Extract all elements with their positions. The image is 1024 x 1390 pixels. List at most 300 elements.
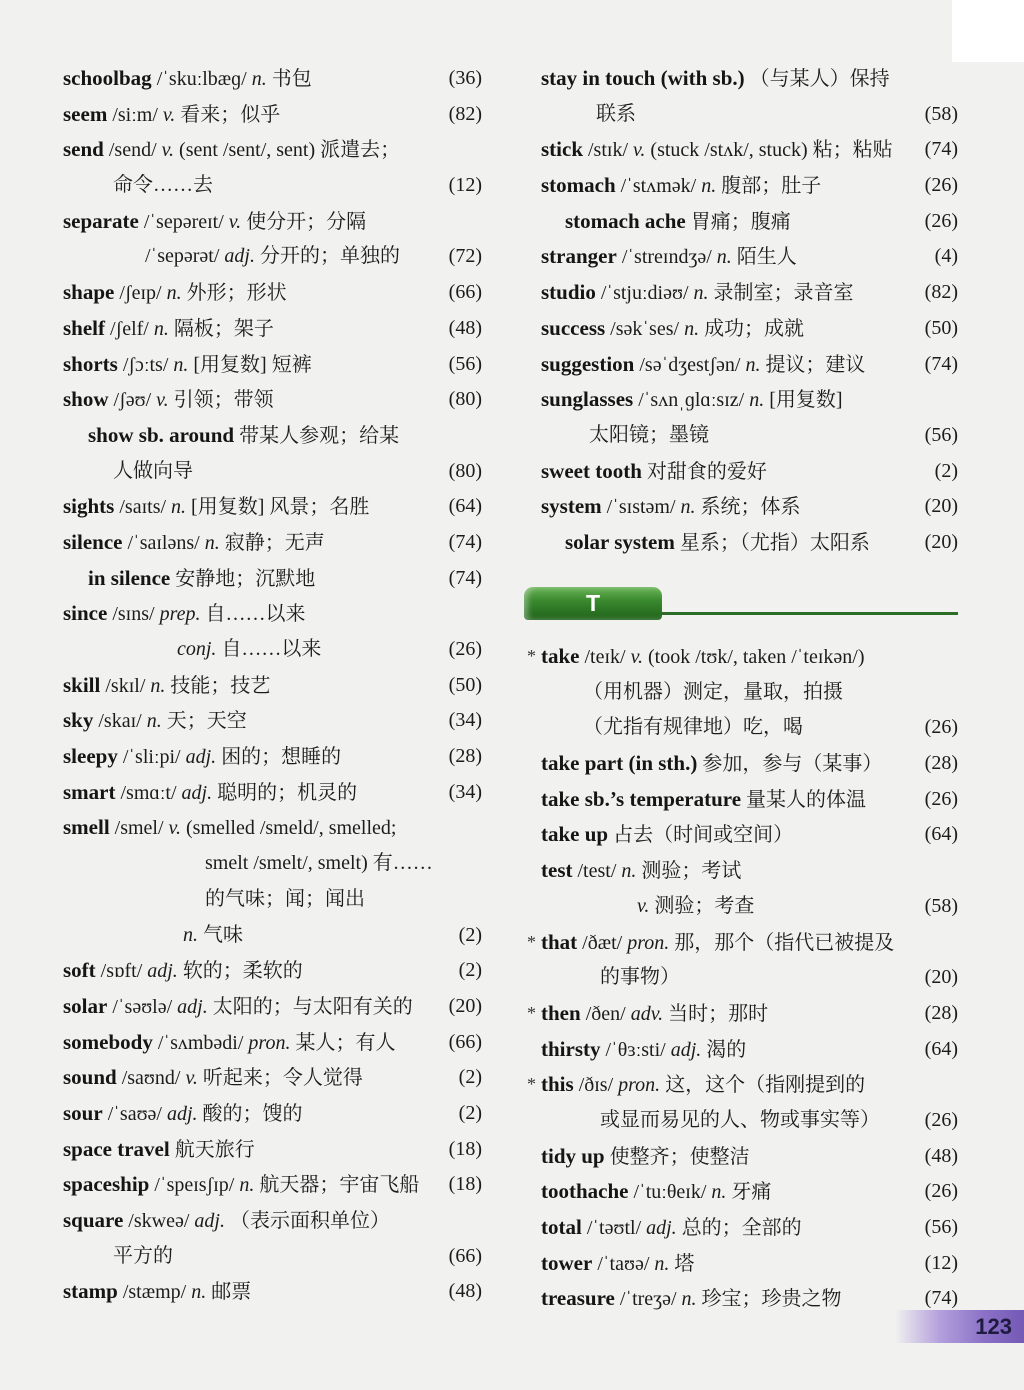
definition: 航天旅行 — [174, 1138, 255, 1161]
entry-line — [527, 1067, 958, 1103]
phonetic: /ˈsʌnˌɡlɑːsɪz/ — [638, 389, 745, 412]
part-of-speech: n. — [150, 674, 166, 697]
entry-line — [541, 97, 958, 133]
definition: 看来；似乎 — [180, 103, 281, 126]
entry-line — [541, 675, 958, 711]
definition: 当时；那时 — [668, 1002, 769, 1025]
page-reference: (74) — [448, 530, 482, 553]
entry-line — [63, 810, 482, 846]
entry-line — [541, 889, 958, 925]
definition: 腹部；肚子 — [721, 175, 822, 198]
part-of-speech: n. — [204, 531, 220, 554]
headword: soft — [63, 958, 96, 983]
page-reference: (20) — [924, 530, 958, 553]
phonetic: /ˈtreʒə/ — [619, 1288, 677, 1311]
phonetic: /ˈtəʊtl/ — [586, 1217, 642, 1240]
headword: stamp — [63, 1279, 118, 1304]
definition: 太阳的；与太阳有关的 — [212, 995, 413, 1018]
star-marker: * — [527, 1002, 536, 1023]
part-of-speech: v. — [185, 1067, 198, 1090]
entry-line — [63, 454, 482, 490]
definition: （尤指有规律地）吃，喝 — [583, 716, 803, 739]
part-of-speech: n. — [716, 246, 732, 269]
definition: 气味 — [203, 923, 243, 946]
phonetic: /send/ — [108, 139, 157, 162]
entry-line — [63, 846, 482, 882]
headword: stranger — [541, 244, 617, 269]
phonetic: /ˈsepərət/ — [145, 245, 220, 268]
page-reference: (26) — [924, 209, 958, 232]
left-column — [63, 61, 482, 1310]
page-reference: (74) — [924, 1287, 958, 1310]
phonetic: /ˈtaʊə/ — [597, 1252, 650, 1275]
definition: 这，这个（指刚提到的 — [665, 1074, 866, 1097]
headword: shorts — [63, 351, 118, 376]
page-reference: (50) — [448, 673, 482, 696]
definition: 星系；（尤指）太阳系 — [679, 531, 870, 554]
entry-line — [541, 311, 958, 347]
entry-line — [63, 703, 482, 739]
part-of-speech: pron. — [248, 1031, 291, 1054]
page-reference: (66) — [448, 1244, 482, 1267]
part-of-speech: n. — [680, 496, 696, 519]
page-reference: (56) — [924, 1216, 958, 1239]
headword: treasure — [541, 1286, 615, 1311]
page-reference: (28) — [448, 745, 482, 768]
part-of-speech: v. — [156, 389, 169, 412]
entry-line — [63, 1239, 482, 1275]
right-column — [527, 61, 958, 1317]
entry-line — [63, 561, 482, 597]
phonetic: /skaɪ/ — [98, 710, 142, 733]
definition: [用复数] 风景；名胜 — [191, 496, 370, 519]
phonetic: /smel/ — [114, 817, 164, 840]
headword: stay in touch (with sb.) — [541, 66, 745, 90]
definition: (sent /sent/, sent) 派遣去； — [179, 139, 401, 162]
entry-line — [541, 1103, 958, 1139]
page-reference: (2) — [458, 1101, 482, 1124]
phonetic: /ˈstʌmək/ — [620, 175, 697, 198]
part-of-speech: n. — [621, 860, 637, 883]
definition: 隔板；架子 — [173, 317, 274, 340]
phonetic: /ʃɔːts/ — [122, 353, 169, 376]
headword: test — [541, 858, 573, 883]
phonetic: /stɪk/ — [588, 139, 629, 162]
part-of-speech: n. — [745, 353, 761, 376]
page-reference: (48) — [448, 316, 482, 339]
part-of-speech: v. — [637, 894, 650, 917]
headword: sky — [63, 708, 94, 733]
headword: solar system — [565, 529, 675, 554]
page-reference: (26) — [924, 787, 958, 810]
headword: system — [541, 494, 602, 519]
definition: 陌生人 — [736, 246, 797, 269]
part-of-speech: v. — [162, 103, 176, 126]
phonetic: /ˈspeɪsʃɪp/ — [154, 1174, 235, 1197]
part-of-speech: n. — [654, 1252, 670, 1275]
headword: spaceship — [63, 1172, 150, 1197]
part-of-speech: adj. — [166, 1102, 198, 1125]
phonetic: /saʊnd/ — [121, 1067, 181, 1090]
headword: skill — [63, 672, 101, 697]
page-reference: (2) — [458, 959, 482, 982]
entry-line — [63, 882, 482, 918]
definition: 总的；全部的 — [681, 1217, 802, 1240]
entry-line — [63, 204, 482, 240]
definition: 命令……去 — [113, 174, 213, 197]
phonetic: /ˈsliːpi/ — [122, 746, 181, 769]
definition: 自……以来 — [205, 603, 306, 626]
page-reference: (26) — [924, 174, 958, 197]
definition: 寂静；无声 — [224, 531, 325, 554]
definition: 天；天空 — [166, 710, 247, 733]
section-rule — [662, 612, 958, 615]
phonetic: /skweə/ — [128, 1210, 190, 1232]
entry-line — [541, 746, 958, 782]
definition: 太阳镜；墨镜 — [589, 423, 709, 446]
phonetic: /ˈstjuːdiəʊ/ — [600, 282, 689, 305]
page-reference: (12) — [924, 1251, 958, 1274]
page-reference: (64) — [924, 823, 958, 846]
headword: show — [63, 387, 109, 412]
phonetic: /ˈsaʊə/ — [107, 1102, 162, 1125]
definition: 录制室；录音室 — [713, 282, 854, 305]
phonetic: /ˈtuːθeɪk/ — [633, 1181, 707, 1204]
definition: 书包 — [271, 68, 312, 90]
headword: take sb.’s temperature — [541, 786, 742, 811]
headword: stick — [541, 137, 583, 162]
headword: then — [541, 1000, 581, 1025]
page-reference: (74) — [924, 138, 958, 161]
headword: since — [63, 601, 108, 626]
phonetic: /ˈsəʊlə/ — [112, 995, 173, 1018]
page-reference: (50) — [924, 316, 958, 339]
part-of-speech: n. — [173, 353, 189, 376]
definition: 分开的；单独的 — [259, 245, 400, 268]
definition: 测验；考试 — [641, 860, 742, 883]
entry-line — [541, 1174, 958, 1210]
entry-line — [541, 1139, 958, 1175]
definition: 牙痛 — [731, 1181, 772, 1204]
page-reference: (34) — [448, 780, 482, 803]
headword: smart — [63, 779, 116, 804]
headword: space travel — [63, 1136, 170, 1161]
definition: 使整齐；使整洁 — [609, 1145, 750, 1168]
page-reference: (58) — [924, 102, 958, 125]
definition: 引领；带领 — [173, 389, 274, 412]
definition: 成功；成就 — [704, 317, 805, 340]
entry-line — [63, 168, 482, 204]
page-reference: (26) — [448, 638, 482, 660]
phonetic: /smɑːt/ — [120, 781, 177, 804]
right-column-t-entries — [527, 639, 958, 1317]
headword: show sb. around — [88, 422, 235, 447]
phonetic: /ðæt/ — [582, 931, 623, 954]
entry-line — [63, 596, 482, 632]
star-marker: * — [527, 931, 536, 952]
entry-line — [541, 204, 958, 240]
entry-line — [541, 1210, 958, 1246]
definition: 困的；想睡的 — [221, 746, 342, 769]
part-of-speech: v. — [630, 646, 644, 669]
part-of-speech: n. — [251, 68, 267, 90]
headword: seem — [63, 101, 108, 126]
headword: sour — [63, 1100, 103, 1125]
part-of-speech: adj. — [646, 1217, 677, 1240]
entry-line — [63, 1167, 482, 1203]
page-reference: (56) — [448, 352, 482, 375]
headword: tidy up — [541, 1143, 605, 1168]
part-of-speech: adj. — [147, 960, 178, 983]
definition: (stuck /stʌk/, stuck) 粘；粘贴 — [650, 139, 893, 162]
definition: 参加，参与（某事） — [702, 753, 883, 776]
section-letter-tab — [524, 587, 662, 620]
page-reference: (2) — [934, 459, 958, 482]
definition: 对甜食的爱好 — [646, 460, 767, 483]
entry-line — [541, 239, 958, 275]
phonetic: /ˈsʌmbədi/ — [157, 1031, 244, 1054]
phonetic: /ˈskuːlbæɡ/ — [156, 68, 247, 90]
part-of-speech: pron. — [618, 1074, 661, 1097]
definition: 某人；有人 — [295, 1031, 396, 1054]
entry-line — [541, 782, 958, 818]
entry-line — [63, 347, 482, 383]
definition: 听起来；令人觉得 — [202, 1067, 363, 1090]
entry-line — [541, 960, 958, 996]
entry-line — [541, 817, 958, 853]
page-reference: (26) — [924, 1108, 958, 1131]
page-reference: (4) — [934, 245, 958, 268]
page-reference: (28) — [924, 752, 958, 775]
page-reference: (48) — [924, 1144, 958, 1167]
part-of-speech: adj. — [194, 1210, 225, 1232]
headword: shape — [63, 280, 115, 305]
definition: smelt /smelt/, smelt) 有…… — [205, 852, 433, 875]
headword: studio — [541, 280, 596, 305]
definition: 人做向导 — [113, 459, 193, 482]
star-marker: * — [527, 646, 536, 667]
definition: （与某人）保持 — [749, 68, 890, 90]
phonetic: /siːm/ — [112, 103, 158, 126]
entry-line — [63, 311, 482, 347]
entry-line — [541, 853, 958, 889]
entry-line — [63, 1025, 482, 1061]
entry-line — [63, 418, 482, 454]
part-of-speech: v. — [161, 139, 175, 162]
part-of-speech: adj. — [177, 995, 208, 1018]
part-of-speech: adj. — [181, 781, 213, 804]
page-reference: (80) — [448, 459, 482, 482]
part-of-speech: prep. — [159, 603, 201, 626]
phonetic: /ðen/ — [585, 1002, 626, 1025]
part-of-speech: adj. — [185, 746, 217, 769]
entry-line — [541, 454, 958, 490]
phonetic: /səˈdʒestʃən/ — [639, 353, 741, 376]
definition: 系统；体系 — [700, 496, 801, 519]
headword: take — [541, 644, 580, 669]
part-of-speech: conj. — [177, 638, 217, 660]
headword: sound — [63, 1065, 117, 1090]
part-of-speech: v. — [228, 210, 242, 233]
definition: （表示面积单位） — [229, 1210, 390, 1232]
page-reference: (18) — [448, 1173, 482, 1196]
entry-line — [541, 382, 958, 418]
entry-line — [541, 1032, 958, 1068]
entry-line — [541, 132, 958, 168]
page-reference: (26) — [924, 716, 958, 739]
definition: 安静地；沉默地 — [175, 567, 316, 590]
definition: 自……以来 — [221, 638, 322, 660]
headword: stomach — [541, 173, 616, 198]
phonetic: /skɪl/ — [105, 674, 146, 697]
definition: 技能；技艺 — [170, 674, 271, 697]
part-of-speech: n. — [146, 710, 162, 733]
phonetic: /sɪns/ — [112, 603, 155, 626]
part-of-speech: n. — [183, 923, 198, 946]
page-reference: (36) — [448, 67, 482, 89]
definition: 聪明的；机灵的 — [217, 781, 358, 804]
definition: 提议；建议 — [765, 353, 866, 376]
definition: 邮票 — [211, 1281, 252, 1304]
page-reference: (28) — [924, 1001, 958, 1024]
page-reference: (82) — [448, 102, 482, 125]
phonetic: /ʃelf/ — [110, 317, 149, 340]
definition: 平方的 — [113, 1244, 173, 1267]
page-reference: (56) — [924, 423, 958, 446]
entry-line — [541, 418, 958, 454]
entry-line — [527, 925, 958, 961]
phonetic: /stæmp/ — [122, 1281, 187, 1304]
page-reference: (20) — [924, 495, 958, 518]
part-of-speech: n. — [166, 282, 182, 305]
part-of-speech: n. — [171, 496, 187, 519]
headword: sights — [63, 494, 115, 519]
definition: (smelled /smeld/, smelled; — [185, 817, 397, 840]
phonetic: /test/ — [577, 860, 617, 883]
page-reference: (74) — [448, 566, 482, 589]
part-of-speech: n. — [749, 389, 765, 412]
definition: 或显而易见的人、物或事实等） — [600, 1108, 880, 1131]
entry-line — [63, 1132, 482, 1168]
headword: stomach ache — [565, 208, 686, 233]
definition: 外形；形状 — [186, 282, 287, 305]
definition: (took /tʊk/, taken /ˈteɪkən/) — [648, 646, 865, 669]
scan-margin — [952, 0, 1024, 62]
entry-line — [63, 61, 482, 97]
phonetic: /ʃeɪp/ — [119, 282, 162, 305]
page-reference: (2) — [458, 923, 482, 946]
entry-line — [63, 632, 482, 668]
headword: square — [63, 1208, 124, 1232]
entry-line — [527, 996, 958, 1032]
part-of-speech: pron. — [627, 931, 670, 954]
page-reference: (2) — [458, 1066, 482, 1089]
headword: total — [541, 1215, 582, 1240]
definition: 联系 — [596, 102, 636, 125]
headword: in silence — [88, 565, 171, 590]
star-marker: * — [527, 1074, 536, 1095]
headword: silence — [63, 529, 123, 554]
page-reference: (64) — [924, 1037, 958, 1060]
right-column-s-entries — [541, 61, 958, 561]
definition: 的气味；闻；闻出 — [205, 887, 365, 910]
part-of-speech: adj. — [224, 245, 255, 268]
definition: 航天器；宇宙飞船 — [259, 1174, 420, 1197]
headword: this — [541, 1072, 574, 1097]
definition: [用复数] 短裤 — [193, 353, 312, 376]
entry-line — [63, 668, 482, 704]
definition: 那，那个（指代已被提及 — [674, 931, 895, 954]
phonetic: /ˈstreɪndʒə/ — [621, 246, 712, 269]
definition: （用机器）测定，量取，拍摄 — [583, 680, 843, 703]
page-reference: (58) — [924, 894, 958, 917]
page-reference: (48) — [448, 1280, 482, 1303]
headword: schoolbag — [63, 66, 152, 90]
phonetic: /ˈsepəreɪt/ — [143, 210, 224, 233]
part-of-speech: adv. — [630, 1002, 664, 1025]
headword: take up — [541, 822, 609, 847]
page-reference: (66) — [448, 1030, 482, 1053]
phonetic: /ˈsaɪləns/ — [127, 531, 200, 554]
headword: sunglasses — [541, 387, 634, 412]
page-number-tab — [895, 1310, 1024, 1343]
headword: send — [63, 137, 104, 162]
entry-line — [63, 739, 482, 775]
page-reference: (18) — [448, 1137, 482, 1160]
phonetic: /teɪk/ — [584, 646, 626, 669]
part-of-speech: n. — [711, 1181, 727, 1204]
page-reference: (82) — [924, 281, 958, 304]
part-of-speech: n. — [701, 175, 717, 198]
headword: sweet tooth — [541, 458, 642, 483]
entry-line — [541, 168, 958, 204]
headword: somebody — [63, 1029, 153, 1054]
entry-line — [541, 275, 958, 311]
headword: thirsty — [541, 1036, 601, 1061]
headword: shelf — [63, 315, 105, 340]
headword: toothache — [541, 1179, 629, 1204]
headword: separate — [63, 208, 139, 233]
phonetic: /ðɪs/ — [578, 1074, 614, 1097]
entry-line — [541, 710, 958, 746]
page-reference: (12) — [448, 174, 482, 197]
entry-line — [63, 525, 482, 561]
entry-line — [541, 1246, 958, 1282]
page-reference: (74) — [924, 352, 958, 375]
entry-line — [541, 347, 958, 383]
definition: 珍宝；珍贵之物 — [701, 1288, 842, 1311]
part-of-speech: adj. — [670, 1038, 702, 1061]
entry-line — [63, 918, 482, 954]
entry-line — [63, 1274, 482, 1310]
entry-line — [63, 97, 482, 133]
page-reference: (64) — [448, 495, 482, 518]
definition: 量某人的体温 — [746, 788, 867, 811]
phonetic: /səkˈses/ — [610, 317, 680, 340]
definition: 使分开；分隔 — [246, 210, 367, 233]
entry-line — [63, 1060, 482, 1096]
page-reference: (20) — [448, 994, 482, 1017]
page-reference: (34) — [448, 709, 482, 732]
definition: [用复数] — [769, 389, 843, 412]
phonetic: /sɒft/ — [100, 960, 143, 983]
part-of-speech: v. — [633, 139, 646, 162]
definition: 塔 — [674, 1252, 695, 1275]
phonetic: /saɪts/ — [119, 496, 167, 519]
definition: 胃痛；腹痛 — [690, 210, 791, 233]
entry-line — [63, 1203, 482, 1239]
definition: 软的；柔软的 — [182, 960, 303, 983]
